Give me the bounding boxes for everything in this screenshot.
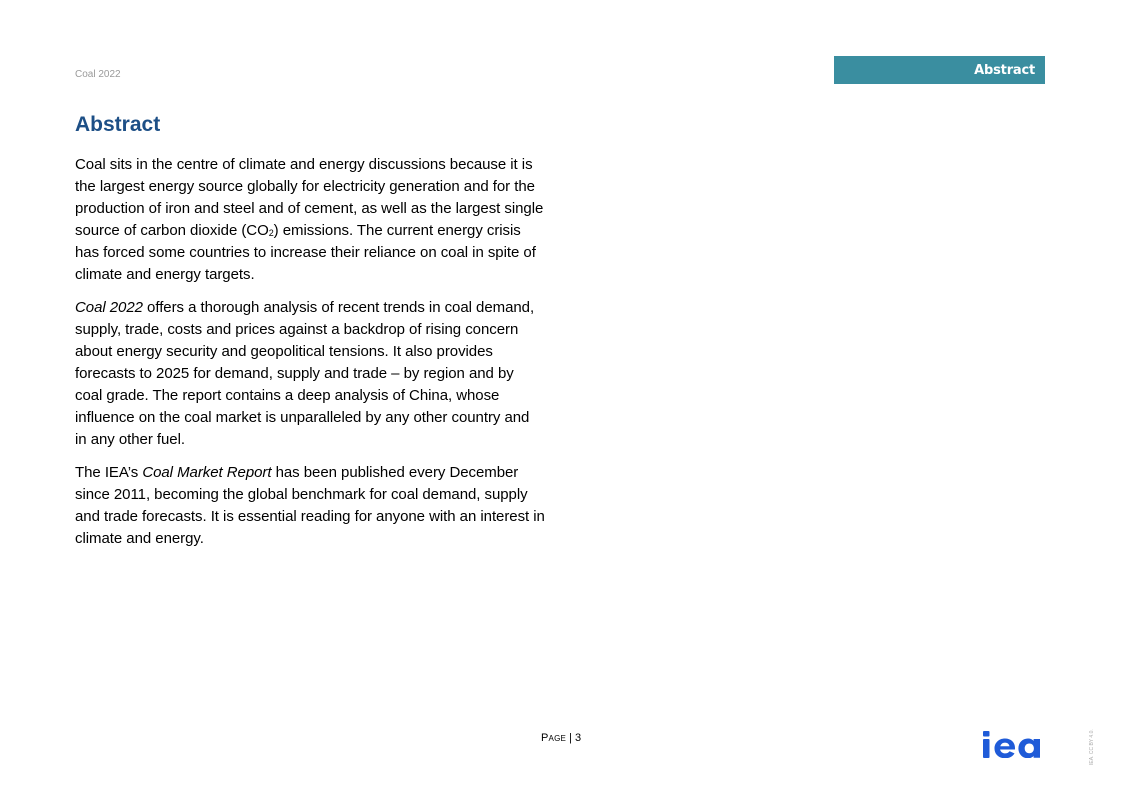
page-title: Abstract — [75, 113, 161, 136]
paragraph-3: The IEA’s Coal Market Report has been published every December since 2011, becoming the global benchmark for coal demand, supply and trade forecasts. It is essential reading for anyone with an interest in climate and energy. — [75, 464, 545, 547]
iea-logo-icon — [983, 731, 1047, 758]
license-text: IEA. CC BY 4.0. — [1089, 729, 1095, 765]
paragraph-2: Coal 2022 offers a thorough analysis of recent trends in coal demand, supply, trade, costs and prices against a backdrop of rising concern about energy security and geopolitical tensions. It also provides forecasts to 2025 for demand, supply and trade – by region and by coal grade. The report contains a deep analysis of China, whose influence on the coal market is unparalleled by any other country and in any other fuel. — [75, 299, 535, 448]
section-tab-label: Abstract — [974, 62, 1035, 78]
running-header: Coal 2022 — [75, 69, 121, 80]
body-text — [75, 154, 545, 561]
page-number: PAGE | 3 — [541, 732, 582, 744]
page-label: PAGE — [541, 732, 567, 744]
section-tab — [834, 56, 1045, 84]
paragraph-1: Coal sits in the centre of climate and energy discussions because it is the largest energy source globally for electricity generation and for the production of iron and steel and of cement, as well as the largest single source of carbon dioxide $(CO_2)$ emissions. The current energy crisis has forced some countries to increase their reliance on coal in spite of climate and energy targets. — [75, 156, 544, 283]
